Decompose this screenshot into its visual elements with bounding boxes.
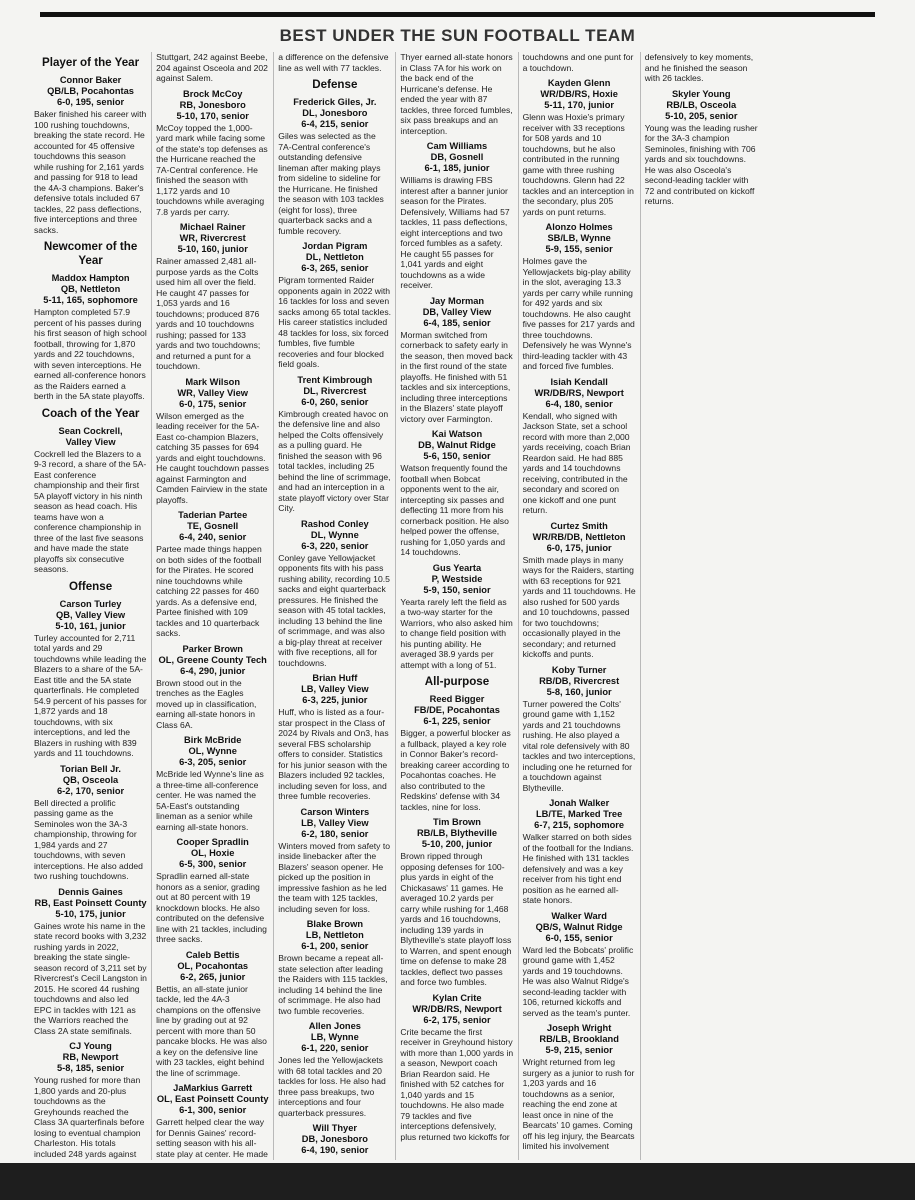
article-columns <box>34 52 880 1160</box>
player-bio: Turner powered the Colts' ground game with 1,152 yards and 21 touchdowns rushing. He also played a vital role defensively with 80 tackles and two interceptions, including one he returned for a touchdown against Blytheville. <box>522 698 636 793</box>
player-name: Jordan Pigram <box>302 241 368 251</box>
player-entry <box>156 510 269 639</box>
player-entry <box>523 911 636 1019</box>
player-name: Cam Williams <box>426 141 488 151</box>
player-stats: 6-2, 175, senior <box>423 1014 491 1025</box>
player-entry <box>34 887 147 1037</box>
player-stats: 6-1, 225, senior <box>423 716 491 726</box>
player-bio: Bigger, a powerful blocker as a fullback, played a key role in Connor Baker's record-breaking career according to Pocahontas coaches. He also contributed to the Redskins' defense with 34 tackles, nine for loss. <box>400 728 511 812</box>
player-bio: Young rushed for more than 1,800 yards and 20-plus touchdowns as the Greyhounds reached the Class 3A quarterfinals before losing to eventual champion Charleston. His totals included 248 yards against Stuttgart, 242 against Beebe, 204 against Osceola and 202 against Salem. <box>34 52 268 1159</box>
player-stats: 6-5, 300, senior <box>179 859 247 869</box>
player-pos: DL, Rivercrest <box>303 385 367 396</box>
player-stats: 6-2, 180, senior <box>301 828 369 839</box>
player-stats: 6-3, 225, junior <box>302 695 368 705</box>
player-bio: Crite became the first receiver in Greyhound history with more than 1,000 yards in a season, Newport coach Brian Reardon said. He finished with 52 catches for 1,040 yards and 15 touchdowns. He also made 79 tackles and five interceptions defensively, plus returned two kickoffs for touchdowns and one punt for a touchdown. <box>400 52 634 1142</box>
section-heading: All-purpose <box>424 675 490 688</box>
player-name: Koby Turner <box>551 664 607 675</box>
player-name: Alonzo Holmes <box>545 222 613 232</box>
player-stats: 6-1, 220, senior <box>301 1043 369 1053</box>
player-stats: 6-2, 265, junior <box>180 971 246 982</box>
player-entry <box>523 222 636 372</box>
player-stats: 5-10, 160, junior <box>177 244 248 254</box>
player-entry <box>400 817 513 988</box>
player-pos: WR/DB/RS, Newport <box>412 1003 502 1014</box>
player-entry <box>278 97 391 236</box>
player-name: Joseph Wright <box>546 1023 612 1033</box>
player-bio: Smith made plays in many ways for the Raiders, starting with 63 receptions for 921 yards and 11 touchdowns. He also rushed for 500 yards and 10 touchdowns, passed for two touchdowns; occasionally played in the secondary; and returned kickoffs and punts. <box>522 554 636 659</box>
player-name: Will Thyer <box>312 1123 358 1133</box>
top-rule <box>40 12 875 17</box>
player-stats: 5-11, 165, sophomore <box>43 295 138 305</box>
player-stats: 6-1, 200, senior <box>301 941 369 951</box>
player-pos: QB/S, Walnut Ridge <box>535 921 623 932</box>
player-name: Kai Watson <box>431 429 483 439</box>
player-entry <box>645 89 758 207</box>
player-stats: 6-0, 195, senior <box>56 97 125 107</box>
player-name: Parker Brown <box>182 643 243 654</box>
player-entry <box>156 644 269 731</box>
player-bio: Baker finished his career with 100 rushing touchdowns, breaking the state record. He accounted for 45 offensive touchdowns this season while rushing for 2,161 yards and passing for 918 to lead the 4A-3 champions. Baker's defensive totals included 67 tackles, 22 pass deflections, five interceptions and three sacks. <box>34 109 147 235</box>
player-name: Maddox Hampton <box>51 273 130 283</box>
player-pos: WR, Valley View <box>177 387 249 398</box>
player-entry <box>34 764 147 882</box>
player-entry <box>278 673 391 802</box>
player-bio: Garrett helped clear the way for Dennis Gaines' record-setting season with his all-state play at center. He made a difference on the defensive line as well with 77 tackles. <box>156 52 389 1159</box>
player-entry <box>523 78 636 217</box>
player-stats: 5-9, 150, senior <box>423 584 491 595</box>
player-bio: Jones led the Yellowjackets with 68 total tackles and 20 tackles for loss. He also had three pass breakups, two interceptions and four quarterback pressures. <box>278 1055 386 1118</box>
player-entry <box>523 377 636 516</box>
player-name: Reed Bigger <box>429 694 485 704</box>
player-name: Trent Kimbrough <box>297 374 373 385</box>
player-entry <box>156 837 269 945</box>
player-bio: Huff, who is listed as a four-star prospect in the Class of 2024 by Rivals and On3, has several FBS scholarship offers to consider. Statistics for his junior season with the Blazers included 92 tackles, including seven for loss, and three fumble recoveries. <box>278 707 389 801</box>
player-stats: 6-0, 175, senior <box>179 398 247 409</box>
player-pos: DB, Walnut Ridge <box>418 440 496 450</box>
player-pos: OL, Hoxie <box>191 848 235 858</box>
player-stats: 6-4, 185, senior <box>423 317 491 328</box>
player-bio: Thyer earned all-state honors in Class 7A for his work on the back end of the Hurricane's defense. He ended the year with 87 tackles, three forced fumbles, six pass breakups and an interception. <box>400 52 513 136</box>
player-pos: WR/DB/RS, Hoxie <box>540 89 618 99</box>
player-bio: Pigram tormented Raider opponents again in 2022 with 16 tackles for loss and seven sacks among 65 total tackles. His career statistics included 48 tackles for loss, six forced fumbles, five fumble recoveries and four blocked field goals. <box>278 275 392 369</box>
player-bio: Brown became a repeat all-state selection after leading the Raiders with 115 tackles, including 14 behind the line of scrimmage. He also had two fumble recoveries. <box>278 953 388 1016</box>
player-pos: DL, Nettleton <box>305 252 364 262</box>
player-pos: OL, Pocahontas <box>177 960 249 971</box>
player-pos: RB/LB, Brookland <box>539 1034 619 1044</box>
player-bio: Spradlin earned all-state honors as a senior, grading out at 80 percent with 19 knockdown blocks. He also contributed on the defensive line with 21 tackles, including three sacks. <box>156 871 267 944</box>
player-stats: 6-3, 265, senior <box>301 263 369 273</box>
player-bio: Brown ripped through opposing defenses for 100-plus yards in eight of the Chickasaws' 11 games. He averaged 10.2 yards per carry while rushing for 1,468 yards and 16 touchdowns, including 139 yards in Blytheville's state playoff loss to Warren, and spent enough time on defense to make 28 tackles, deflect two passes and force two fumbles. <box>400 851 512 987</box>
player-bio: Wright returned from leg surgery as a junior to rush for 1,203 yards and 16 touchdowns as a senior, reaching the end zone at least once in nine of the Bearcats' 10 games. Coming off his leg injury, the Bearcats limited his involvement defensively to key moments, and he finished the season with 26 tackles. <box>522 52 754 1151</box>
player-name: Carson Winters <box>300 806 370 817</box>
player-name: Jonah Walker <box>549 798 610 808</box>
player-name: Tim Brown <box>433 817 481 827</box>
player-bio: Glenn was Hoxie's primary receiver with 33 receptions for 508 yards and 10 touchdowns, but he also contributed in the running game with three rushing touchdowns. Glenn had 22 tackles and an interception in the secondary, plus 205 yards on punt returns. <box>522 112 634 217</box>
player-name: Connor Baker <box>59 75 122 85</box>
player-bio: Holmes gave the Yellowjackets big-play ability in the slot, averaging 13.3 yards per carry while running for 492 yards and six touchdowns. He also caught five passes for 217 yards and three touchdowns. Defensively he was Wynne's third-leading tackler with 43 and forced five fumbles. <box>522 256 635 371</box>
player-pos: DB, Gosnell <box>430 152 484 162</box>
player-entry <box>156 950 269 1079</box>
player-stats: 6-0, 260, senior <box>301 396 369 407</box>
player-stats: 6-4, 240, senior <box>179 532 247 542</box>
player-entry <box>400 429 513 558</box>
player-entry <box>34 426 147 575</box>
player-pos: RB, Jonesboro <box>179 99 246 110</box>
player-pos: WR/DB/RS, Newport <box>534 387 624 398</box>
player-pos: QB, Valley View <box>56 609 126 620</box>
player-pos: DB, Jonesboro <box>301 1134 368 1144</box>
player-stats: 6-1, 185, junior <box>424 163 490 173</box>
player-stats: 5-9, 155, senior <box>545 244 613 254</box>
player-bio: Kendall, who signed with Jackson State, set a school record with more than 2,000 yards receiving, coach Brian Reardon said. He had 885 yards and 14 touchdowns receiving, contributed in the secondary and scored on one kickoff and one punt return. <box>522 410 631 515</box>
player-pos: P, Westside <box>431 573 483 584</box>
section-heading: Player of the Year <box>42 56 140 69</box>
player-bio: McBride led Wynne's line as a three-time all-conference center. He was named the 5A-East's outstanding lineman as a senior while earning all-state honors. <box>156 769 264 832</box>
player-name: Sean Cockrell, <box>58 425 123 436</box>
player-bio: Young was the leading rusher for the 3A-3 champion Seminoles, finishing with 706 yards and six touchdowns. He was also Osceola's second-leading tackler with 72 and contributed on kickoff returns. <box>644 122 758 206</box>
player-name: Blake Brown <box>306 919 363 929</box>
player-entry <box>278 1021 391 1118</box>
player-pos: WR/RB/DB, Nettleton <box>532 531 626 542</box>
player-name: Cooper Spradlin <box>176 837 249 847</box>
player-entry <box>278 241 391 370</box>
player-entry <box>278 519 391 669</box>
player-entry <box>34 599 147 759</box>
player-stats: 6-0, 175, junior <box>546 542 612 553</box>
player-bio: Watson frequently found the football when Bobcat opponents went to the air, intercepting six passes and deflecting 11 more from his cornerback position. He also helped power the offense, rushing for 1,050 yards and 14 touchdowns. <box>400 463 509 557</box>
player-entry <box>34 273 147 402</box>
player-stats: 5-10, 200, junior <box>421 839 493 849</box>
player-name: Mark Wilson <box>185 376 241 387</box>
player-bio: Gaines wrote his name in the state record books with 3,232 rushing yards in 2022, breaking the state single-season record of 3,211 set by Rivercrest's Cecil Langston in 2015. He scored 44 rushing touchdowns and also led EPC in tackles with 121 as the Warriors reached the Class 2A state semifinals. <box>34 920 147 1036</box>
player-stats: 6-7, 215, sophomore <box>534 820 625 830</box>
player-pos: DB, Valley View <box>422 306 492 317</box>
player-name: Michael Rainer <box>179 222 246 232</box>
player-entry <box>156 222 269 372</box>
player-name: Isiah Kendall <box>550 376 608 387</box>
player-bio: Bettis, an all-state junior tackle, led the 4A-3 champions on the offensive line by grading out at 92 percent with more than 50 pancake blocks. He was also a key on the defensive line with 23 tackles, eight behind the line of scrimmage. <box>156 983 267 1078</box>
player-pos: OL, Greene County Tech <box>158 654 267 665</box>
player-stats: 6-4, 215, senior <box>301 119 369 129</box>
player-entry <box>156 377 269 506</box>
player-pos: OL, Wynne <box>188 746 237 756</box>
player-pos: Valley View <box>65 436 116 447</box>
player-pos: LB/TE, Marked Tree <box>535 809 623 819</box>
player-name: Dennis Gaines <box>58 886 123 897</box>
player-stats: 5-10, 161, junior <box>55 620 126 631</box>
player-bio: Hampton completed 57.9 percent of his passes during his first season of high school football, throwing for 1,870 yards and 22 touchdowns, with seven interceptions. He earned all-conference honors as the Raiders earned a berth in the 5A state playoffs. <box>34 307 147 401</box>
player-pos: WR, Rivercrest <box>179 233 246 243</box>
player-stats: 5-6, 150, senior <box>423 451 491 461</box>
player-name: JaMarkius Garrett <box>173 1083 253 1093</box>
player-bio: Cockrell led the Blazers to a 9-3 record, a share of the 5A-East conference championship and their first 5A playoff victory in his ninth season as head coach. His teams have won a conference championship in three of the last five seasons and have made the state playoffs six consecutive seasons. <box>34 448 147 574</box>
player-pos: TE, Gosnell <box>187 521 239 531</box>
player-stats: 6-3, 205, senior <box>179 757 247 767</box>
player-name: Rashod Conley <box>301 518 369 529</box>
player-bio: Turley accounted for 2,711 total yards and 29 touchdowns while leading the Blazers to a share of the 5A-East title and the 5A state quarterfinals. He completed 54.9 percent of his passes for 1,872 yards and 18 touchdowns, with six interceptions, and led the Blazers in rushing with 839 yards and 11 touchdowns. <box>34 632 147 758</box>
player-name: Frederick Giles, Jr. <box>293 97 377 107</box>
player-bio: Walker starred on both sides of the football for the Indians. He finished with 131 tackles defensively and was a key receiver from his tight end position as he earned all-state honors. <box>522 832 634 905</box>
player-name: Kayden Glenn <box>547 78 611 88</box>
player-name: Allen Jones <box>308 1021 361 1031</box>
player-stats: 5-11, 170, junior <box>544 100 615 110</box>
player-entry <box>156 89 269 218</box>
player-pos: DL, Wynne <box>310 529 359 540</box>
player-entry <box>278 375 391 514</box>
player-stats: 6-1, 300, senior <box>179 1105 247 1115</box>
player-bio: Winters moved from safety to inside linebacker after the Blazers' season opener. He picked up the position in impressive fashion as he led the team with 125 tackles, including seven for loss. <box>278 840 391 914</box>
player-bio: Partee made things happen on both sides of the football for the Pirates. He scored nine touchdowns while catching 22 passes for 460 yards. As a defensive end, Partee finished with 109 tackles and 10 quarterback sacks. <box>156 544 262 638</box>
player-entry <box>156 735 269 832</box>
player-pos: OL, East Poinsett County <box>156 1094 269 1104</box>
player-entry <box>400 141 513 291</box>
player-bio: Morman switched from cornerback to safety early in the season, then moved back in the first round of the state playoffs. He finished with 51 tackles and six interceptions, including three interceptions in the Blazers' state playoff victory over Farmington. <box>400 329 513 424</box>
player-name: Gus Yearta <box>432 562 482 573</box>
player-name: Brock McCoy <box>183 88 243 99</box>
player-pos: LB, Nettleton <box>305 930 364 940</box>
player-stats: 5-10, 175, junior <box>55 908 126 919</box>
player-name: Carson Turley <box>59 598 122 609</box>
player-stats: 5-8, 160, junior <box>546 686 612 697</box>
player-bio: Yearta rarely left the field as a two-way starter for the Warriors, who also asked him to change field position with his punting ability. He averaged 38.9 yards per attempt with a long of 51. <box>400 596 513 670</box>
player-bio: Giles was selected as the 7A-Central conference's outstanding defensive lineman after making plays from sideline to sideline for the Hurricane. He finished the season with 103 tackles (eight for loss), three quarterback sacks and a fumble recovery. <box>278 131 384 236</box>
player-pos: FB/DE, Pocahontas <box>414 705 500 715</box>
player-entry <box>400 694 513 812</box>
player-name: Brian Huff <box>312 673 358 683</box>
section-heading: Defense <box>312 78 358 91</box>
section-heading: Newcomer of the Year <box>43 240 138 267</box>
player-entry <box>278 919 391 1016</box>
player-name: Torian Bell Jr. <box>60 763 121 774</box>
player-name: Caleb Bettis <box>185 949 240 960</box>
player-entry <box>34 75 147 235</box>
player-pos: LB, Valley View <box>301 817 369 828</box>
player-pos: LB, Wynne <box>310 1032 359 1042</box>
player-entry <box>400 563 513 671</box>
player-name: CJ Young <box>69 1041 112 1051</box>
player-stats: 5-10, 170, senior <box>176 110 249 121</box>
player-bio: Kimbrough created havoc on the defensive line and also helped the Colts offensively as a pulling guard. He finished the season with 96 total tackles, including 25 behind the line of scrimmage, and had an interception in a state playoff victory over Star City. <box>278 408 391 513</box>
player-name: Walker Ward <box>551 910 607 921</box>
player-entry <box>278 807 391 915</box>
player-name: Taderian Partee <box>178 510 248 520</box>
player-stats: 6-3, 220, senior <box>301 540 369 551</box>
player-entry <box>523 665 636 794</box>
player-bio: McCoy topped the 1,000-yard mark while facing some of the state's top defenses as the Hurricane reached the 7A-Central conference. He finished the season with 1,172 yards and 10 touchdowns while averaging 7.8 yards per carry. <box>156 122 268 217</box>
player-pos: RB, Newport <box>62 1052 119 1062</box>
player-pos: RB/LB, Osceola <box>666 99 737 110</box>
player-name: Curtez Smith <box>550 520 608 531</box>
player-entry <box>400 296 513 425</box>
player-stats: 6-4, 180, senior <box>545 398 613 409</box>
player-bio: Williams is drawing FBS interest after a banner junior season for the Pirates. Defensively, Williams had 57 tackles, 11 pass deflections, eight interceptions and two forced fumbles as a safety. He caught 55 passes for 1,041 yards and eight touchdowns as a wide receiver. <box>400 175 510 290</box>
player-pos: RB/LB, Blytheville <box>416 828 498 838</box>
player-stats: 6-2, 170, senior <box>56 785 125 796</box>
player-name: Birk McBride <box>184 735 242 745</box>
section-heading: Coach of the Year <box>41 406 140 420</box>
player-stats: 5-10, 205, senior <box>665 110 738 121</box>
player-name: Jay Morman <box>429 295 485 306</box>
player-pos: LB, Valley View <box>301 684 369 694</box>
player-stats: 5-8, 185, senior <box>56 1063 125 1073</box>
player-bio: Wilson emerged as the leading receiver for the 5A-East co-champion Blazers, catching 35 passes for 694 yards and eight touchdowns. He caught touchdown passes against Farmington and Camden Fairview in the state playoffs. <box>156 410 269 505</box>
player-bio: Brown stood out in the trenches as the Eagles moved up in classification, earning all-state honors in Class 6A. <box>156 677 257 730</box>
player-stats: 6-0, 155, senior <box>545 932 613 943</box>
section-heading: Offense <box>68 579 113 593</box>
player-pos: RB/DB, Rivercrest <box>539 675 620 686</box>
player-bio: Conley gave Yellowjacket opponents fits with his pass rushing ability, recording 10.5 sacks and eight quarterback pressures. He finished the season with 45 total tackles, including 13 behind the line of scrimmage, and was also a big-play threat at receiver with five receptions, all for touchdowns. <box>278 552 390 668</box>
player-stats: 6-4, 190, senior <box>301 1145 369 1155</box>
player-pos: DL, Jonesboro <box>302 108 368 118</box>
player-name: Kylan Crite <box>432 992 482 1003</box>
player-bio: Bell directed a prolific passing game as the Seminoles won the 3A-3 championship, throwing for 1,984 yards and 27 touchdowns, with seven interceptions. He also added two rushing touchdowns. <box>34 797 143 881</box>
player-bio: Ward led the Bobcats' prolific ground game with 1,452 yards and 19 touchdowns. He was also Walnut Ridge's second-leading tackler with 106, returned kickoffs and served as the team's punter. <box>522 944 634 1018</box>
player-stats: 5-9, 215, senior <box>545 1045 613 1055</box>
player-pos: QB, Nettleton <box>60 284 121 294</box>
player-name: Skyler Young <box>671 88 731 99</box>
player-pos: SB/LB, Wynne <box>547 233 611 243</box>
player-pos: QB, Osceola <box>62 774 119 785</box>
bottom-dark-strip <box>0 1163 915 1200</box>
player-entry <box>523 521 636 660</box>
player-bio: Rainer amassed 2,481 all-purpose yards as the Colts used him all over the field. He caught 47 passes for 1,053 yards and 16 touchdowns; produced 876 yards and 10 touchdowns rushing; passed for 133 yards and two touchdowns; and returned a punt for a touchdown. <box>156 256 261 371</box>
player-entry <box>523 798 636 906</box>
page-title: BEST UNDER THE SUN FOOTBALL TEAM <box>279 26 636 45</box>
player-pos: QB/LB, Pocahontas <box>47 86 134 96</box>
player-stats: 6-4, 290, junior <box>180 665 246 676</box>
player-pos: RB, East Poinsett County <box>34 897 147 908</box>
